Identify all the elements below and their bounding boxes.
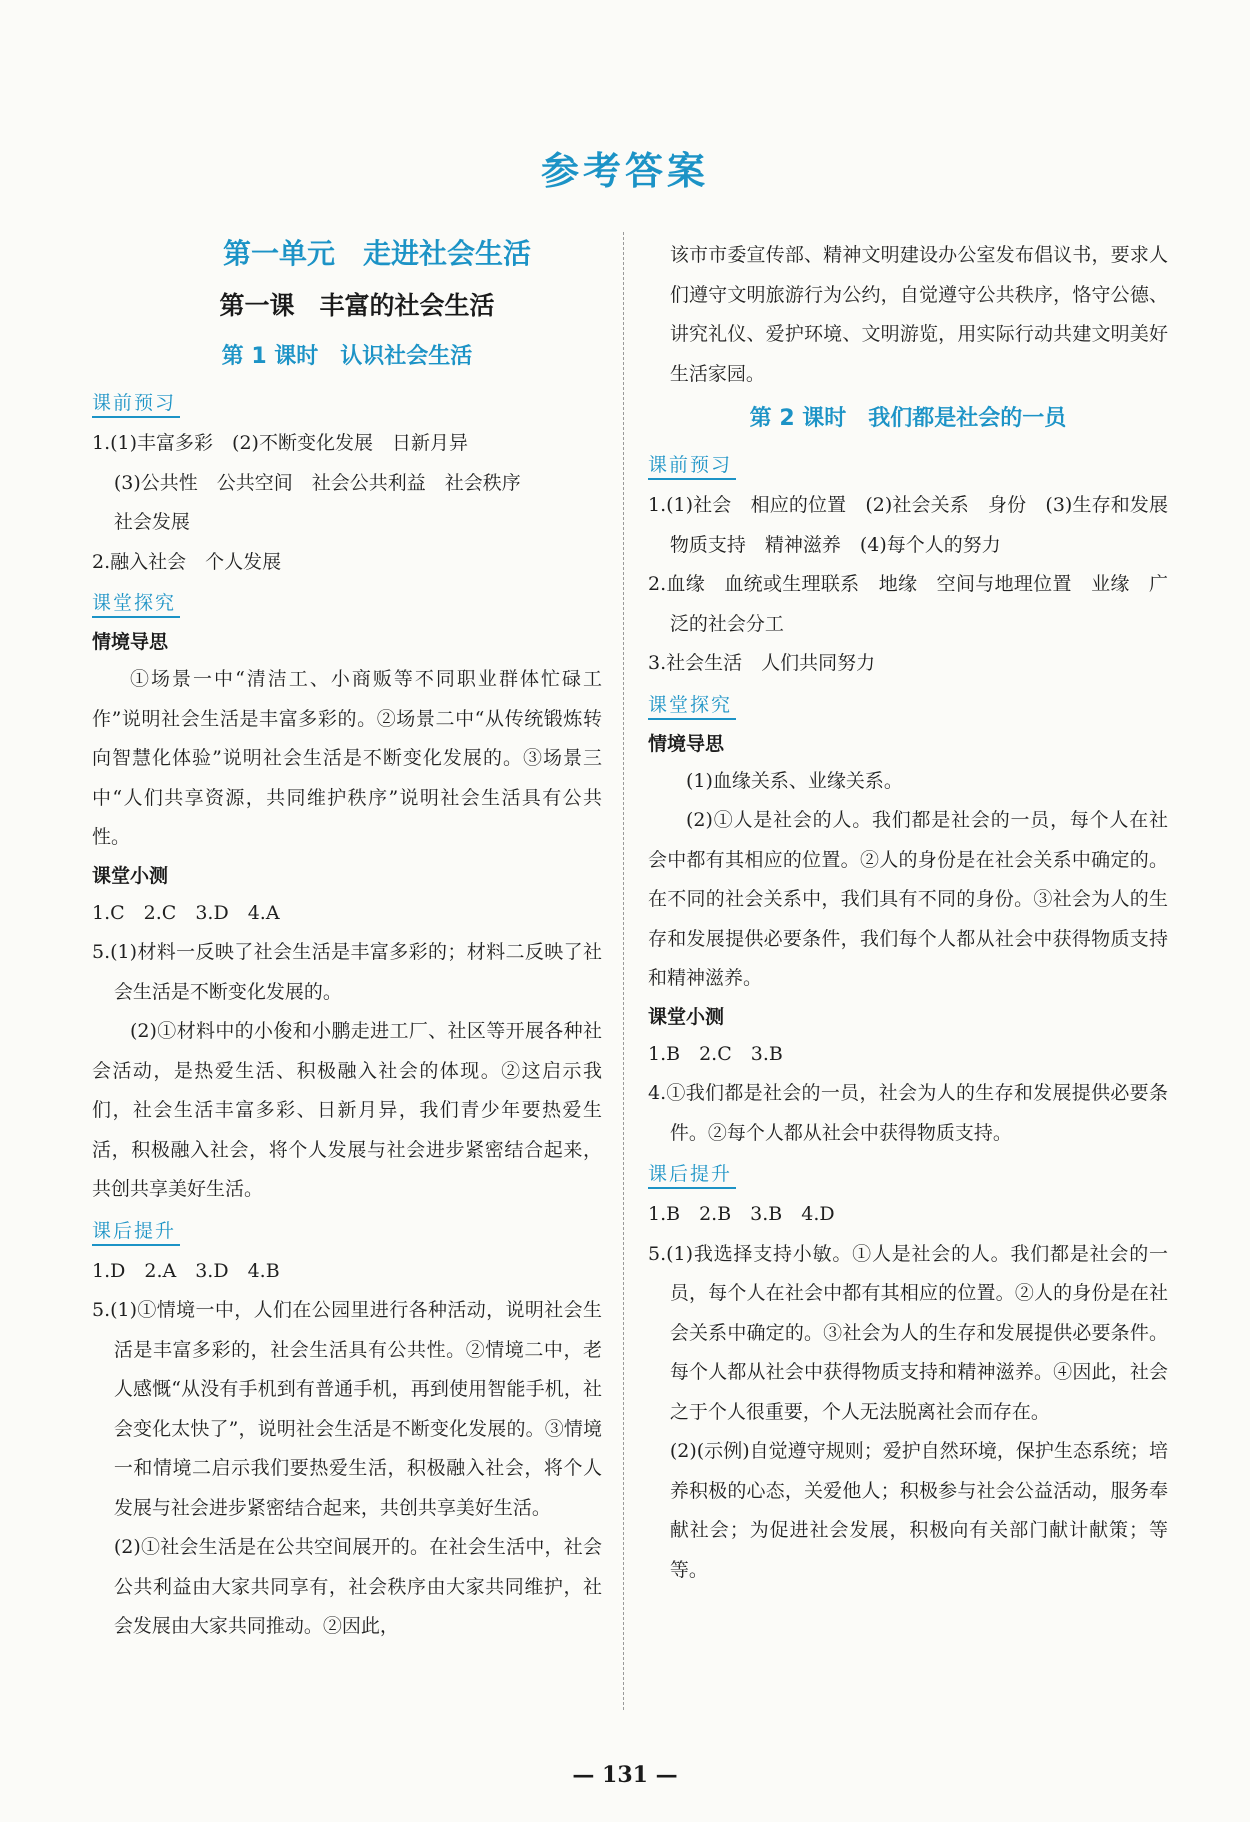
lesson-title: 第一课 丰富的社会生活 (219, 291, 495, 320)
page-number: — 131 — (572, 1762, 678, 1788)
scenario-heading: 情境导思 (648, 732, 725, 755)
after-answer-5-1: 5.(1)我选择支持小敏。①人是社会的人。我们都是社会的一员，每个人在社会中都有其相应的位置。②人的身份是在社会关系中确定的。③社会为人的生存和发展提供必要条件。每个人都从社会中获得物质支持和精神滋养。④因此，社会之于个人很重要，个人无法脱离社会而存在。 (648, 1242, 1168, 1423)
unit-title: 第一单元 走进社会生活 (222, 237, 531, 270)
left-column (92, 228, 602, 1647)
column-divider (623, 232, 624, 1710)
after-choice-answers: 1.D 2.A 3.D 4.B (92, 1259, 280, 1282)
section-tag-after: 课后提升 (92, 1218, 180, 1246)
preview-answer-1: 1.(1)社会 相应的位置 (2)社会关系 身份 (3)生存和发展 物质支持 精神滋养 (4)每个人的努力 (648, 494, 1188, 556)
scenario-answer-2: (2)①人是社会的人。我们都是社会的一员，每个人在社会中都有其相应的位置。②人的身份是在社会关系中确定的。在不同的社会关系中，我们具有不同的身份。③社会为人的生存和发展提供必要条件，我们每个人都从社会中获得物质支持和精神滋养。 (648, 809, 1168, 989)
quiz-answer-5-2: (2)①材料中的小俊和小鹏走进工厂、社区等开展各种社会活动，是热爱生活、积极融入社会的体现。②这启示我们，社会生活丰富多彩、日新月异，我们青少年要热爱生活，积极融入社会，将个人发展与社会进步紧密结合起来，共创共享美好生活。 (92, 1020, 602, 1200)
after-choice-answers: 1.B 2.B 3.B 4.D (648, 1203, 835, 1225)
after-answer-5-2: (2)(示例)自觉遵守规则；爱护自然环境，保护生态系统；培养积极的心态，关爱他人；积极参与社会公益活动，服务奉献社会；为促进社会发展，积极向有关部门献计献策；等等。 (669, 1440, 1168, 1581)
right-column (648, 236, 1188, 1590)
preview-answer-2: 2.血缘 血统或生理联系 地缘 空间与地理位置 业缘 广泛的社会分工 (648, 573, 1168, 635)
preview-line: 社会发展 (113, 511, 190, 533)
scenario-answer: ①场景一中“清洁工、小商贩等不同职业群体忙碌工作”说明社会生活是丰富多彩的。②场景二中“从传统锻炼转向智慧化体验”说明社会生活是不断变化发展的。③场景三中“人们共享资源，共同维护秩序”说明社会生活具有公共性。 (92, 668, 602, 848)
preview-line: 1.(1)丰富多彩 (2)不断变化发展 日新月异 (92, 432, 468, 454)
after-answer-5-1: 5.(1)①情境一中，人们在公园里进行各种活动，说明社会生活是丰富多彩的，社会生活具有公共性。②情境二中，老人感慨“从没有手机到有普通手机，再到使用智能手机，社会变化太快了”，说明社会生活是不断变化发展的。③情境一和情境二启示我们要热爱生活，积极融入社会，将个人发展与社会进步紧密结合起来，共创共享美好生活。 (92, 1299, 602, 1519)
period-title: 第 2 课时 我们都是社会的一员 (749, 406, 1067, 431)
page-title: 参考答案 (540, 149, 709, 193)
preview-line: (3)公共性 公共空间 社会公共利益 社会秩序 (113, 471, 521, 494)
section-tag-explore: 课堂探究 (92, 590, 180, 618)
quiz-heading: 课堂小测 (92, 864, 169, 887)
period-title: 第 1 课时 认识社会生活 (221, 344, 473, 369)
scenario-heading: 情境导思 (92, 631, 169, 653)
after-answer-5-2: (2)①社会生活是在公共空间展开的。在社会生活中，社会公共利益由大家共同享有，社会秩序由大家共同维护，社会发展由大家共同推动。②因此， (113, 1536, 602, 1637)
quiz-answer-5-1: 5.(1)材料一反映了社会生活是丰富多彩的；材料二反映了社会生活是不断变化发展的。 (92, 941, 602, 1003)
quiz-choice-answers: 1.B 2.C 3.B (648, 1042, 783, 1065)
section-tag-preview: 课前预习 (648, 452, 736, 480)
continued-answer: 该市市委宣传部、精神文明建设办公室发布倡议书，要求人们遵守文明旅游行为公约，自觉遵守公共秩序，恪守公德、讲究礼仪、爱护环境、文明游览，用实际行动共建文明美好生活家园。 (669, 244, 1168, 385)
quiz-choice-answers: 1.C 2.C 3.D 4.A (92, 901, 280, 924)
section-tag-preview: 课前预习 (92, 390, 180, 418)
preview-line: 2.融入社会 个人发展 (92, 550, 282, 573)
section-tag-after: 课后提升 (648, 1161, 736, 1189)
scenario-answer-1: (1)血缘关系、业缘关系。 (686, 769, 903, 792)
quiz-heading: 课堂小测 (648, 1005, 725, 1028)
section-tag-explore: 课堂探究 (648, 692, 736, 720)
quiz-answer-4: 4.①我们都是社会的一员，社会为人的生存和发展提供必要条件。②每个人都从社会中获得物质支持。 (648, 1082, 1168, 1144)
preview-answer-3: 3.社会生活 人们共同努力 (648, 652, 876, 674)
